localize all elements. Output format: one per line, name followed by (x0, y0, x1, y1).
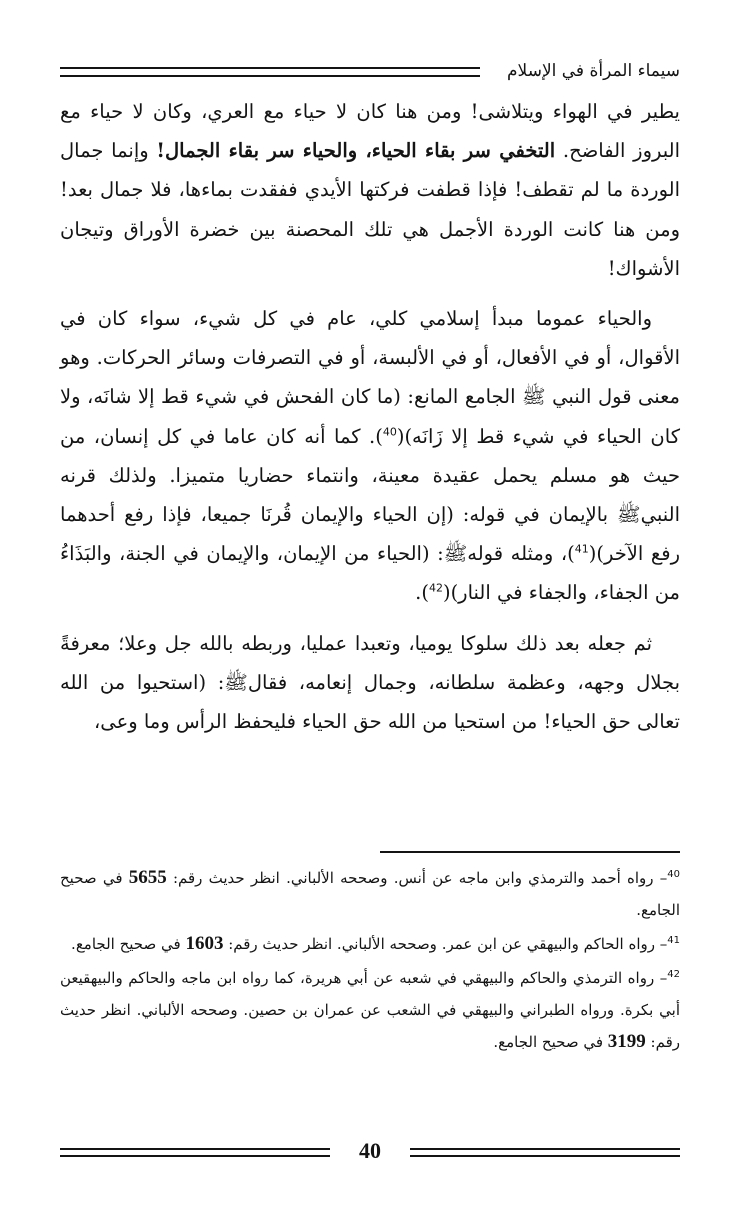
main-text (60, 92, 680, 741)
footnote-text: – رواه الحاكم والبيهقي عن ابن عمر. وصححه الألباني. انظر حديث رقم: (223, 935, 668, 953)
footnote-tail: في صحيح الجامع. (493, 1033, 608, 1051)
footnotes (60, 862, 680, 1058)
header-double-rule (60, 67, 480, 77)
running-header (60, 60, 680, 82)
paragraph-1-text: يطير في الهواء ويتلاشى! ومن هنا كان لا حياء مع العري، وكان لا حياء مع البروز الفاضح. (60, 100, 681, 163)
footnote-ref-41[interactable]: 41 (574, 542, 589, 556)
footer-rule-right (410, 1148, 680, 1157)
footnote-number: 40 (667, 869, 680, 880)
page-footer (60, 1134, 680, 1170)
paragraph-2 (60, 299, 680, 613)
paragraph-2-text-b: ). كما أنه كان عاما في كل إنسان، من حيث هو مسلم يحمل عقيدة معينة، وانتماء حضاريا متميزا. ولذلك قرنه النبيﷺ بالإيمان في قوله: (إن الحياء والإيمان قُرنَا جميعا، فإذا رفع أحدهما رفع الآخر)( (60, 424, 680, 566)
footer-rule-left (60, 1148, 330, 1157)
paragraph-3-text: ثم جعله بعد ذلك سلوكا يوميا، وتعبدا عمليا، وربطه بالله جل وعلا؛ معرفةً بجلال وجهه، وعظمة سلطانه، وجمال إنعامه، فقالﷺ: (استحيوا من الله تعالى حق الحياء! من استحيا من الله حق الحياء فليحفظ الرأس وما وعى، (60, 631, 680, 734)
footnote-text: – رواه الترمذي والحاكم والبيهقي في شعبه عن أبي هريرة، كما رواه ابن ماجه والحاكم والبيهقيعن أبي بكرة. ورواه الطبراني والبيهقي في الشعب عن عمران بن حصين. وصححه الألباني. انظر حديث رقم: (60, 969, 680, 1051)
footnote-tail: في صحيح الجامع. (60, 869, 680, 919)
hadith-number: 3199 (607, 1031, 646, 1052)
book-title: سيماء المرأة في الإسلام (507, 61, 680, 81)
paragraph-2-text-c: )، ومثله قولهﷺ: (الحياء من الإيمان، والإيمان في الجنة، والبَذَاءُ من الجفاء، والجفاء في النار)( (60, 542, 680, 605)
footnote-number: 42 (667, 969, 680, 980)
paragraph-1-text-cont: وإنما جمال الوردة ما لم تقطف! فإذا قطفت فركتها الأيدي ففقدت بماءها، فلا جمال بعد! ومن هنا كانت الوردة الأجمل هي تلك المحصنة بين خضرة الأوراق وتيجان الأشواك! (60, 139, 680, 280)
page-number: 40 (359, 1138, 381, 1163)
bold-phrase: التخفي سر بقاء الحياء، والحياء سر بقاء الجمال! (156, 139, 556, 163)
footnote-40 (60, 862, 680, 926)
footnote-number: 41 (667, 935, 680, 946)
paragraph-3 (60, 624, 680, 742)
footnote-41 (60, 928, 680, 960)
footnote-42 (60, 962, 680, 1058)
footnote-separator (380, 851, 680, 853)
footnote-ref-40[interactable]: 40 (382, 425, 397, 439)
hadith-number: 5655 (128, 867, 167, 888)
footnote-ref-42[interactable]: 42 (428, 581, 443, 595)
paragraph-2-text-d: ). (415, 581, 429, 605)
hadith-number: 1603 (185, 933, 224, 954)
paragraph-2-text: والحياء عموما مبدأ إسلامي كلي، عام في كل شيء، سواء كان في الأقوال، أو في الأفعال، أو في الألبسة، أو في التصرفات وسائر الحركات. وهو معنى قول النبي ﷺ الجامع المانع: (ما كان الفحش في شيء قط إلا شانَه، ولا كان الحياء في شيء قط إلا زَانَه)( (60, 307, 680, 448)
paragraph-1 (60, 92, 680, 288)
footnote-text: – رواه أحمد والترمذي وابن ماجه عن أنس. وصححه الألباني. انظر حديث رقم: (166, 869, 668, 887)
footnote-tail: في صحيح الجامع. (71, 935, 186, 953)
